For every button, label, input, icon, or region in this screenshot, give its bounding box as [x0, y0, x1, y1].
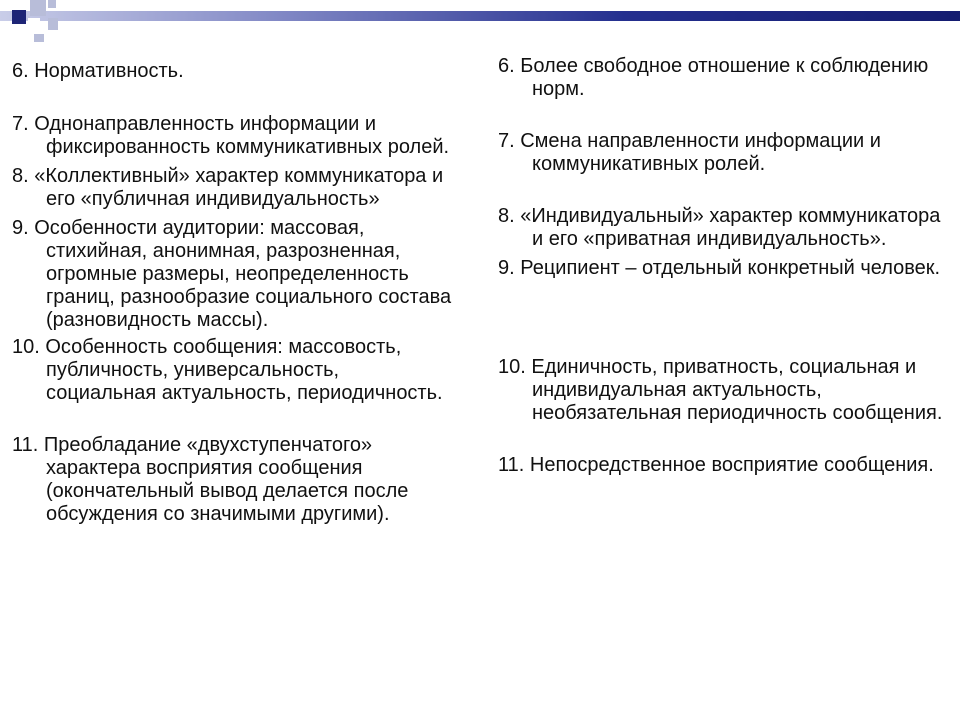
- left-item-6: 6. Нормативность.: [12, 60, 184, 82]
- left-item-11: 11. Преобладание «двухступенчатого» характера восприятия сообщения (окончательный вывод делается после обсуждения со значимыми другими).: [12, 434, 409, 525]
- decor-square: [12, 10, 26, 24]
- decor-square: [48, 18, 58, 30]
- decor-square: [34, 34, 44, 42]
- left-column: [12, 60, 452, 526]
- right-item-6: 6. Более свободное отношение к соблюдению норм.: [498, 55, 929, 100]
- decor-square: [28, 18, 40, 30]
- right-item-7: 7. Смена направленности информации и коммуникативных ролей.: [498, 130, 881, 175]
- right-item-10: 10. Единичность, приватность, социальная и индивидуальная актуальность, необязательная периодичность сообщения.: [498, 356, 943, 424]
- left-item-8: 8. «Коллективный» характер коммуникатора и его «публичная индивидуальность»: [12, 165, 444, 210]
- left-item-10: 10. Особенность сообщения: массовость, публичность, универсальность, социальная актуальность, периодичность.: [12, 336, 443, 404]
- header-gradient-bar: [0, 11, 960, 21]
- left-item-7: 7. Однонаправленность информации и фиксированность коммуникативных ролей.: [12, 113, 450, 158]
- right-item-8: 8. «Индивидуальный» характер коммуникатора и его «приватная индивидуальность».: [498, 205, 941, 250]
- left-item-9: 9. Особенности аудитории: массовая, стихийная, анонимная, разрозненная, огромные размеры, неопределенность границ, разнообразие социального состава (разновидность массы).: [12, 217, 452, 331]
- decor-square: [48, 0, 56, 8]
- header-decoration: [0, 0, 960, 40]
- right-item-9: 9. Реципиент – отдельный конкретный человек.: [498, 257, 941, 279]
- right-column: [498, 55, 953, 477]
- decor-square: [30, 0, 46, 16]
- right-item-11: 11. Непосредственное восприятие сообщения.: [498, 454, 934, 476]
